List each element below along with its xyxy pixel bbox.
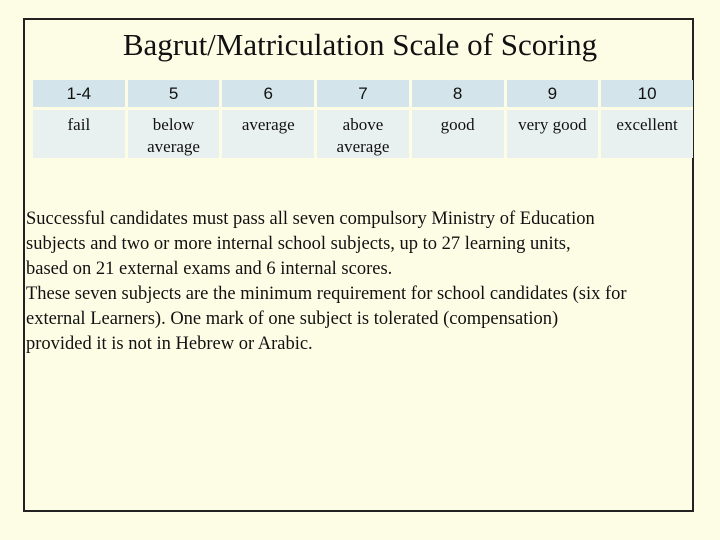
body-line: external Learners). One mark of one subject is tolerated (compensation): [26, 309, 559, 329]
grade-cell: 7: [317, 80, 409, 110]
body-line: provided it is not in Hebrew or Arabic.: [26, 334, 313, 354]
grade-cell: 1-4: [33, 80, 125, 110]
grade-cell: 6: [222, 80, 314, 110]
label-cell: [412, 110, 504, 158]
label-line: average: [147, 137, 200, 156]
body-text: [26, 207, 690, 357]
label-line: above: [342, 115, 384, 134]
label-cell: [222, 110, 314, 158]
label-cell: [33, 110, 125, 158]
grade-cell: 10: [601, 80, 693, 110]
label-cell: [507, 110, 599, 158]
grade-cell: 5: [128, 80, 220, 110]
body-line: based on 21 external exams and 6 internal scores.: [26, 259, 393, 279]
page-title: Bagrut/Matriculation Scale of Scoring: [122, 27, 598, 62]
label-line: excellent: [616, 115, 678, 134]
label-row: [33, 110, 693, 158]
scoring-scale-table: [30, 80, 696, 158]
label-line: average: [241, 115, 295, 134]
label-line: fail: [67, 115, 91, 134]
grade-cell: 9: [507, 80, 599, 110]
label-line: average: [336, 137, 390, 156]
body-line: Successful candidates must pass all seven compulsory Ministry of Education: [26, 209, 595, 229]
label-line: very good: [518, 115, 587, 134]
label-line: good: [440, 115, 475, 134]
grade-cell: 8: [412, 80, 504, 110]
label-line: below: [152, 115, 195, 134]
body-line: subjects and two or more internal school subjects, up to 27 learning units,: [26, 234, 571, 254]
label-cell: [128, 110, 220, 158]
label-cell: [317, 110, 409, 158]
grade-row: [33, 80, 693, 110]
label-cell: [601, 110, 693, 158]
body-line: These seven subjects are the minimum requirement for school candidates (six for: [26, 284, 627, 304]
